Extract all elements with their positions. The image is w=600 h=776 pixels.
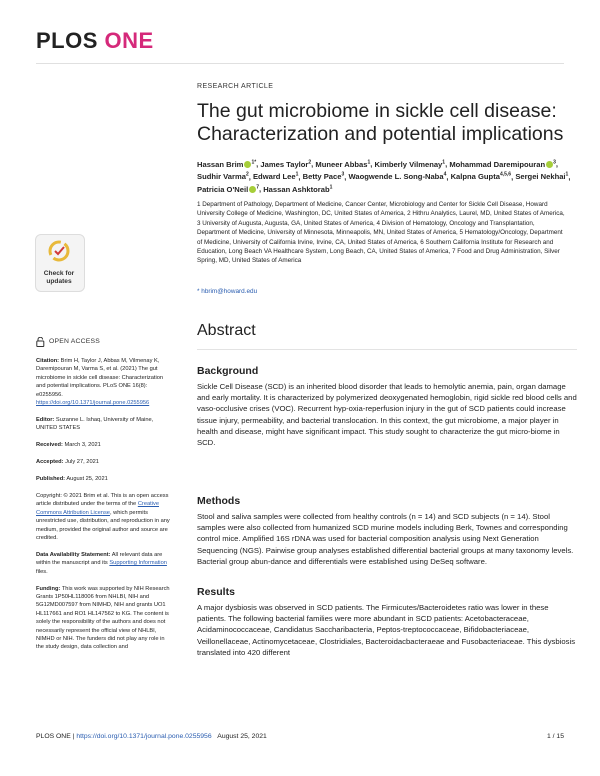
- article-title: The gut microbiome in sickle cell disease: Characterization and potential implications: [197, 100, 564, 145]
- author: [374, 160, 445, 169]
- author: [253, 172, 298, 181]
- check-updates-label: [35, 270, 83, 286]
- citation: [36, 357, 172, 407]
- footer-separator: |: [70, 733, 77, 740]
- author-list: Hassan Brim $^{1*}$, James Taylor$^2$, Muneer Abbas$^1$, Kimberly Vilmenay$^1$, Mohammad Daremipouran $^3$, Sudhir Varma$^2$, Edward Lee$^1$, Betty Pace$^3$, Waogwende L. Song-Naba$^4$, Kalpna Gupta$^{4,5,6}$, Sergei Nekhai$^1$, Patricia O'Neil $^7$, Hassan Ashktorab$^1$: [197, 159, 571, 194]
- footer-date: August 25, 2021: [217, 733, 267, 740]
- corresponding-email[interactable]: * hbrim@howard.edu: [197, 288, 258, 295]
- page-footer: [36, 733, 564, 740]
- abstract-divider: [197, 349, 577, 350]
- author: [303, 172, 345, 181]
- author-affiliation-number: 1: [295, 171, 299, 178]
- author-name: Kalpna Gupta: [450, 172, 500, 182]
- author: [348, 172, 446, 181]
- open-access-text: OPEN ACCESS: [49, 337, 100, 345]
- data-availability-text-end: files.: [36, 568, 48, 575]
- author: [451, 172, 512, 181]
- background-heading: Background: [197, 365, 259, 377]
- journal-name-one: ONE: [104, 28, 154, 53]
- editor-text: Suzanne L. Ishaq, University of Maine, UNITED STATES: [36, 416, 154, 432]
- journal-logo: [36, 28, 154, 54]
- author: [197, 172, 249, 181]
- author-affiliation-number: 1: [565, 171, 569, 178]
- author-name: Muneer Abbas: [315, 159, 368, 169]
- received: [36, 441, 172, 449]
- footer-journal: PLOS ONE: [36, 733, 71, 740]
- citation-text: Brim H, Taylor J, Abbas M, Vilmenay K, Daremipouran M, Varma S, et al. (2021) The gut microbiome in sickle cell disease: Characterization and potential implications. PLoS ONE 16(8): e0255956.: [36, 358, 164, 398]
- published: [36, 475, 172, 483]
- author-affiliation-number: 1*: [251, 159, 257, 165]
- author-name: Waogwende L. Song-Naba: [348, 172, 444, 182]
- author: [515, 172, 568, 181]
- funding: [36, 585, 172, 652]
- page-number: 1 / 15: [546, 733, 564, 740]
- author: [449, 160, 556, 169]
- citation-label: Citation:: [36, 358, 60, 364]
- author-name: Betty Pace: [302, 172, 342, 182]
- editor-label: Editor:: [36, 416, 55, 423]
- author-affiliation-number: 3: [341, 171, 345, 178]
- methods-heading: Methods: [197, 495, 241, 507]
- funding-text: This work was supported by NIH Research Grants 1P50HL118006 from NHLBI, NIH and 5G12MD007597 from NIMHD, NIH and grants UO1 HL117661 and RO1 HL147562 to KG. The content is solely the responsibility of the authors and does not necessarily represent the official view of NHLBI, NIMHD or NIH. The funders did not play any role in the study design, data collection and: [36, 585, 170, 651]
- author-name: James Taylor: [260, 159, 309, 169]
- author-name: Mohammad Daremipouran: [449, 159, 546, 169]
- footer-citation: [36, 733, 267, 740]
- author-name: Sudhir Varma: [197, 172, 246, 182]
- copyright: [36, 492, 172, 542]
- supporting-info-link[interactable]: Supporting Information: [109, 560, 167, 567]
- results-heading: Results: [197, 586, 235, 598]
- author: [197, 160, 256, 169]
- author-affiliation-number: 4: [443, 171, 447, 178]
- editor: [36, 416, 172, 433]
- author-name: Sergei Nekhai: [515, 172, 566, 182]
- received-date: March 3, 2021: [64, 442, 101, 449]
- copyright-text: Copyright: © 2021 Brim et al. This is an open access article distributed under the terms of the: [36, 492, 169, 508]
- journal-name-plos: PLOS: [36, 28, 98, 53]
- author-name: Hassan Ashktorab: [263, 184, 330, 194]
- abstract-heading: Abstract: [197, 322, 256, 339]
- author-affiliation-number: 7: [256, 184, 259, 191]
- open-access-label: [36, 337, 172, 347]
- author-affiliation-number: 4,5,6: [499, 171, 512, 178]
- author-name: Hassan Brim: [197, 159, 244, 169]
- published-label: Published:: [36, 476, 66, 483]
- sidebar-metadata: [36, 337, 172, 660]
- author-name: Patricia O'Neil: [197, 184, 249, 194]
- background-text: Sickle Cell Disease (SCD) is an inherited blood disorder that leads to hemolytic anemia, pain, organ damage and early mortality. It is characterized by polymerized deoxygenated hemoglobin, rigid sickle red blood cells and vaso-occlusive crises (VOC). Recurrent hyp-oxia-reperfusion injury in the gut of SCD patients could increase tissue injury, permeability, and bacterial translocation. In this context, the gut microbiome, a major player in health and disease, might have significant impact. This study sought to characterize the gut micro-biome in SCD.: [197, 382, 577, 448]
- author-affiliation-number: 2: [245, 171, 249, 178]
- author-affiliation-number: 1: [367, 159, 371, 165]
- article-type: RESEARCH ARTICLE: [197, 83, 274, 90]
- author: [263, 185, 332, 194]
- methods-text: Stool and saliva samples were collected from healthy controls (n = 14) and SCD subjects (n = 14). Stool samples were also collected from humanized SCD murine models including Berk, Townes and corresponding control mice. Amplified 16S rDNA was used for bacterial composition analysis using Next Generation Sequencing (NGS). Pairwise group analyses established differential bacterial groups at many taxonomy levels. Bacterial group abun-dance and differentials were established using DeSeq software.: [197, 512, 574, 566]
- accepted-date: July 27, 2021: [65, 459, 99, 466]
- data-availability-label: Data Availability Statement:: [36, 551, 111, 558]
- author: [260, 160, 311, 169]
- open-lock-icon: [36, 337, 45, 347]
- author-affiliation-number: 3: [553, 159, 556, 165]
- author-affiliation-number: 1: [329, 184, 333, 191]
- author: [315, 160, 370, 169]
- received-label: Received:: [36, 442, 63, 449]
- license-link[interactable]: Creative Commons Attribution License: [36, 501, 159, 516]
- data-availability: [36, 551, 172, 576]
- accepted: [36, 458, 172, 466]
- accepted-label: Accepted:: [36, 459, 64, 466]
- author-name: Edward Lee: [252, 172, 296, 182]
- citation-doi-link[interactable]: https://doi.org/10.1371/journal.pone.0255956: [36, 400, 150, 407]
- author: [197, 185, 259, 194]
- author-name: Kimberly Vilmenay: [374, 159, 443, 169]
- header-divider: [36, 63, 564, 64]
- results-text: A major dysbiosis was observed in SCD patients. The Firmicutes/Bacteroidetes ratio was lower in these patients. The following bacterial families were more abundant in SCD patients: Acetobacteraceae, Acidaminococcaceae, Candidatus Saccharibacteria, Peptos-treptococcaceae, Bifidobacteriaceae, Veillonellaceae, Actinomycetaceae, Clostridiales, Bacteroidacbacteraeae and Fusobacteriaceae. This dysbiosis translated into 420 different: [197, 603, 576, 657]
- author-affiliation-number: 2: [308, 159, 312, 165]
- check-updates-line2: updates: [46, 278, 72, 285]
- check-updates-icon: [48, 240, 70, 262]
- footer-doi-link[interactable]: https://doi.org/10.1371/journal.pone.0255956: [76, 733, 212, 740]
- check-updates-line1: Check for: [43, 270, 75, 277]
- author-affiliation-number: 1: [442, 159, 446, 165]
- copyright-text-end: , which permits unrestricted use, distribution, and reproduction in any medium, provided the original author and source are credited.: [36, 509, 170, 541]
- funding-label: Funding:: [36, 585, 61, 592]
- data-availability-text: All relevant data are within the manuscript and its: [36, 551, 163, 567]
- published-date: August 25, 2021: [66, 476, 108, 483]
- affiliations: 1 Department of Pathology, Department of Medicine, Cancer Center, Microbiology and Center for Sickle Cell Disease, Howard University College of Medicine, Washington, DC, United States of America, 2 Hithru Analytics, Laurel, MD, United States of America, 3 University of Augusta, Augusta, GA, United States of America, 4 Division of Hematology, Oncology and Transplantation, Department of Medicine, University of Minnesota, Minneapolis, MN, United States of America, 5 Hematology/Oncology, Department of Medicine, University of California Irvine, Irvine, CA, United States of America, 6 Southern California Institute for Research and Education, Long Beach VA Healthcare System, Long Beach, CA, United States of America, 7 Food and Drug Administration, Silver Spring, MD, United States of America: [197, 201, 565, 265]
